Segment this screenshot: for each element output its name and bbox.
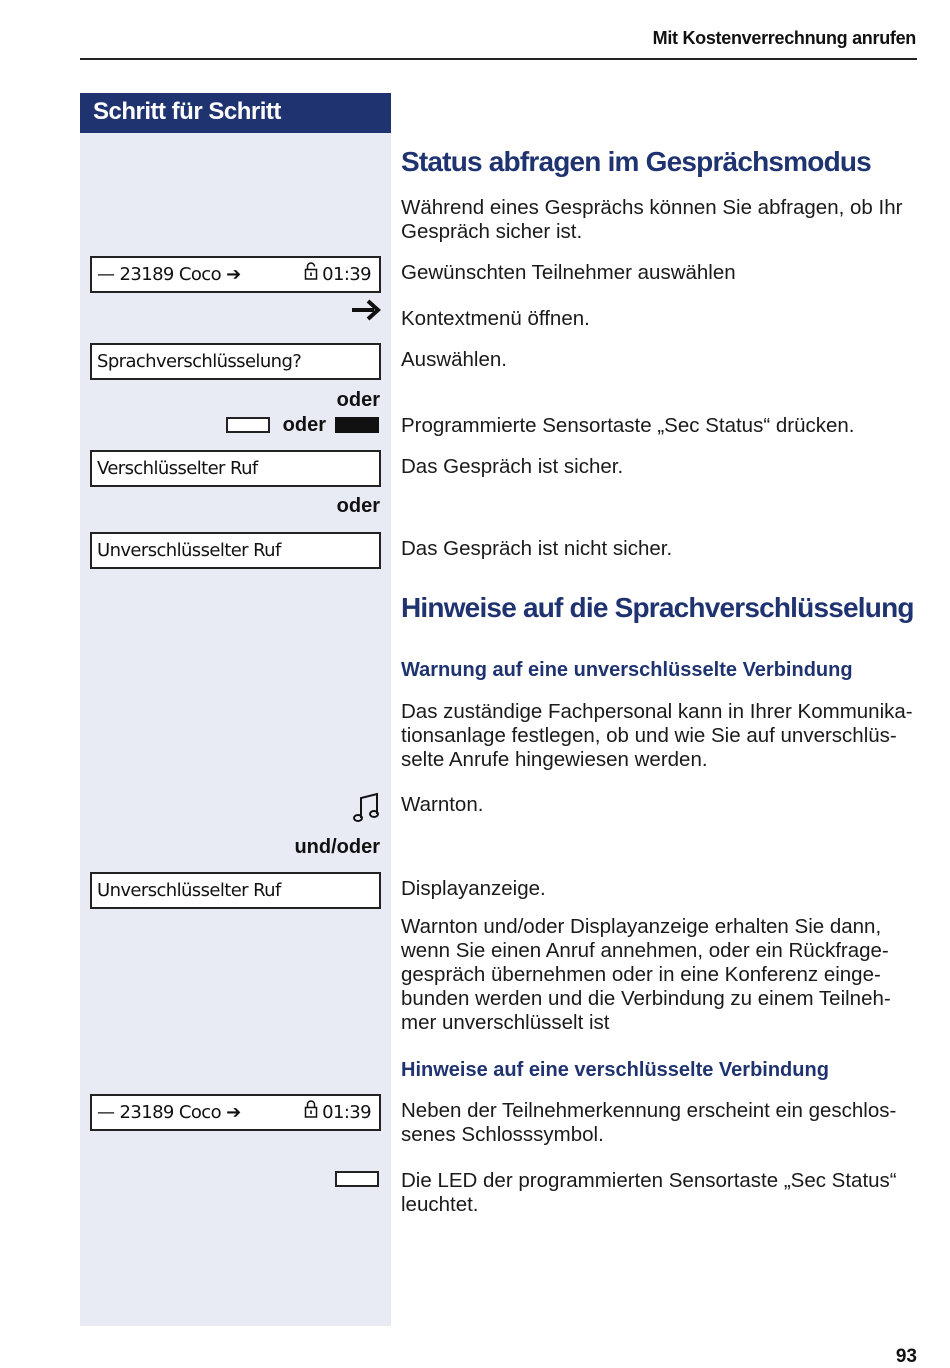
step-press-sensor-key: Programmierte Sensortaste „Sec Status“ drücken. bbox=[401, 414, 855, 437]
display-unencrypted-call-2: Unverschlüsselter Ruf bbox=[90, 872, 381, 909]
sensor-key-led-icon bbox=[335, 1171, 379, 1187]
arrow-right-icon bbox=[350, 298, 382, 329]
header-rule bbox=[80, 58, 917, 60]
display-encrypted-call: Verschlüsselter Ruf bbox=[90, 450, 381, 487]
sensor-key-off-icon bbox=[226, 417, 270, 433]
warning-explanation: Warnton und/oder Displayanzeige erhalten Sie dann, wenn Sie einen Anruf annehmen, oder ein Rückfrage-gespräch übernehmen oder in eine Konferenz einge-bunden werden und die Verbindung zu einem Teilneh-mer unverschlüsselt ist bbox=[401, 915, 891, 1034]
connector-oder: oder bbox=[336, 495, 380, 517]
display-call-time: 01:39 bbox=[322, 1102, 371, 1123]
display-call-entry-2 bbox=[90, 1094, 381, 1131]
display-encryption-option: Sprachverschlüsselung? bbox=[90, 343, 381, 380]
display-unencrypted-call: Unverschlüsselter Ruf bbox=[90, 532, 381, 569]
step-choose: Auswählen. bbox=[401, 348, 507, 371]
display-call-time: 01:39 bbox=[322, 264, 371, 285]
connector-oder: oder bbox=[336, 389, 380, 411]
step-select-participant: Gewünschten Teilnehmer auswählen bbox=[401, 261, 736, 284]
status-intro: Während eines Gesprächs können Sie abfragen, ob Ihr Gespräch sicher ist. bbox=[401, 196, 903, 243]
warning-tone: Warnton. bbox=[401, 793, 484, 816]
led-note: Die LED der programmierten Sensortaste „Sec Status“ leuchtet. bbox=[401, 1169, 897, 1216]
step-column-header: Schritt für Schritt bbox=[80, 93, 391, 133]
running-head: Mit Kostenverrechnung anrufen bbox=[652, 28, 916, 48]
display-call-entry bbox=[90, 256, 381, 293]
display-notice: Displayanzeige. bbox=[401, 877, 546, 900]
connector-und-oder: und/oder bbox=[294, 836, 380, 858]
subsection-title-warning: Warnung auf eine unverschlüsselte Verbindung bbox=[401, 659, 853, 681]
section-title-status: Status abfragen im Gesprächsmodus bbox=[401, 146, 871, 177]
display-call-text: — 23189 Coco ➔ bbox=[97, 264, 241, 285]
warning-intro: Das zuständige Fachpersonal kann in Ihrer Kommunika-tionsanlage festlegen, ob und wie Sie auf unverschlüs-selte Anrufe hingewiesen werden. bbox=[401, 700, 913, 771]
result-not-secure: Das Gespräch ist nicht sicher. bbox=[401, 537, 673, 560]
connector-oder: oder bbox=[282, 414, 326, 436]
page-number: 93 bbox=[895, 1346, 917, 1367]
section-title-hints: Hinweise auf die Sprachverschlüsselung bbox=[401, 592, 914, 623]
result-secure: Das Gespräch ist sicher. bbox=[401, 455, 624, 478]
subsection-title-encrypted: Hinweise auf eine verschlüsselte Verbindung bbox=[401, 1059, 829, 1081]
display-call-text: — 23189 Coco ➔ bbox=[97, 1102, 241, 1123]
closed-lock-icon bbox=[304, 1097, 318, 1130]
open-lock-icon bbox=[304, 259, 318, 292]
sensor-key-on-icon bbox=[335, 417, 379, 433]
music-note-icon bbox=[352, 792, 380, 829]
step-open-context: Kontextmenü öffnen. bbox=[401, 307, 590, 330]
lock-symbol-note: Neben der Teilnehmerkennung erscheint ein geschlos-senes Schlosssymbol. bbox=[401, 1099, 897, 1146]
